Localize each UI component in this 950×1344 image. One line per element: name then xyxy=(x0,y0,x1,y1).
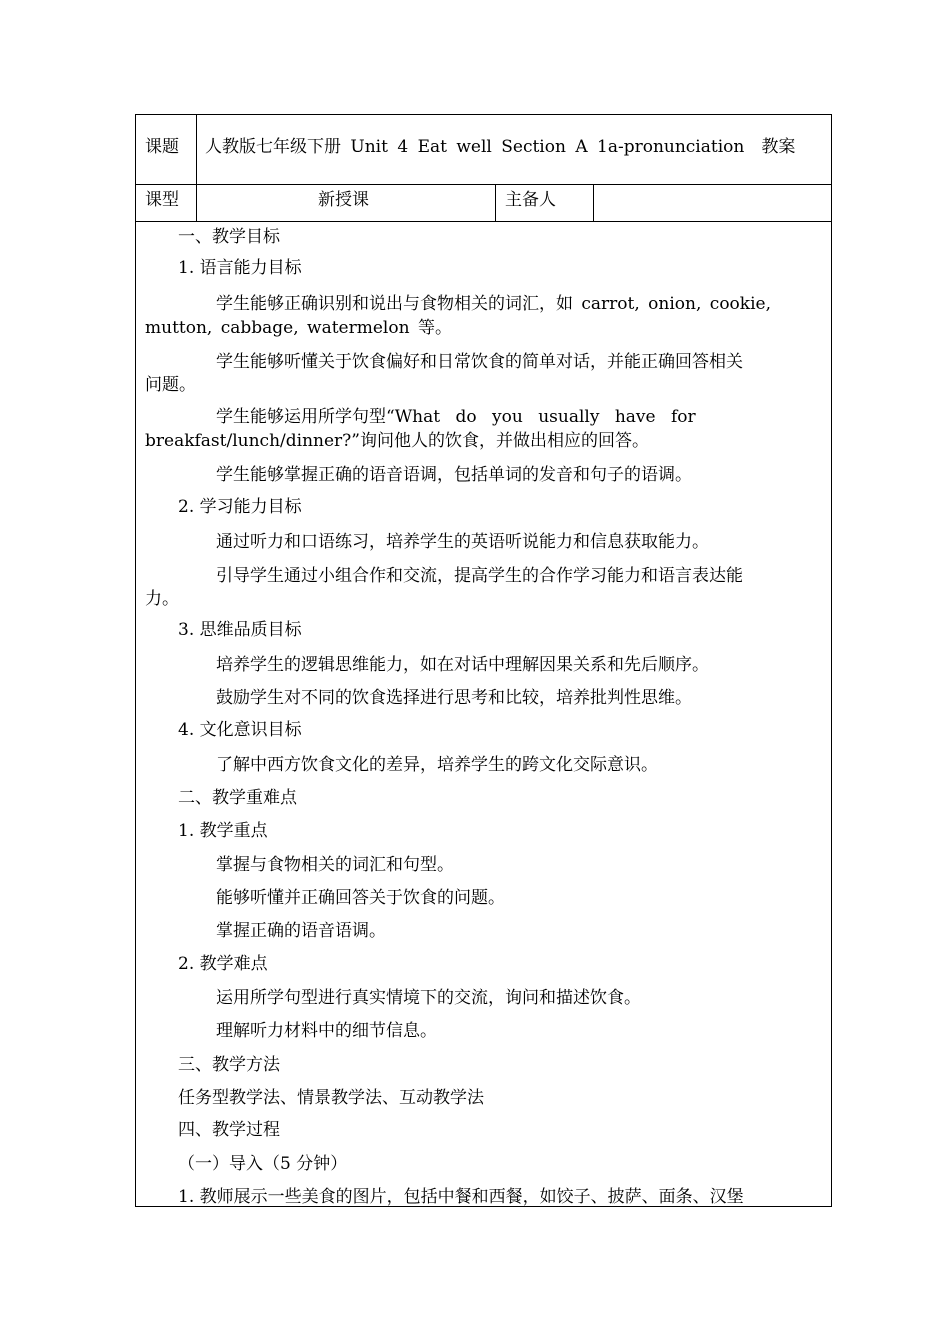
section-1-3-title: 3. 思维品质目标 xyxy=(178,620,302,640)
section-1-1-para-3a: 学生能够运用所学句型“What do you usually have for xyxy=(216,407,696,427)
section-2-1-para-1: 掌握与食物相关的词汇和句型。 xyxy=(216,855,454,875)
section-2-1-para-2: 能够听懂并正确回答关于饮食的问题。 xyxy=(216,888,505,908)
row-divider-1 xyxy=(135,184,832,185)
section-2-title: 二、教学重难点 xyxy=(178,788,297,808)
section-1-2-para-1: 通过听力和口语练习，培养学生的英语听说能力和信息获取能力。 xyxy=(216,532,709,552)
section-4-1-para-1: 1. 教师展示一些美食的图片，包括中餐和西餐，如饺子、披萨、面条、汉堡 xyxy=(178,1187,744,1207)
section-4-title: 四、教学过程 xyxy=(178,1120,280,1140)
section-1-4-title: 4. 文化意识目标 xyxy=(178,720,302,740)
section-3-title: 三、教学方法 xyxy=(178,1055,280,1075)
section-1-1-para-3b: breakfast/lunch/dinner?”询问他人的饮食，并做出相应的回答。 xyxy=(145,431,649,451)
row-divider-2 xyxy=(135,221,832,222)
section-1-2-para-2b: 力。 xyxy=(145,589,179,609)
preparer-label: 主备人 xyxy=(505,190,556,210)
section-1-title: 一、教学目标 xyxy=(178,227,280,247)
section-2-2-para-1: 运用所学句型进行真实情境下的交流，询问和描述饮食。 xyxy=(216,988,641,1008)
section-1-1-para-2b: 问题。 xyxy=(145,375,196,395)
section-2-1-title: 1. 教学重点 xyxy=(178,821,268,841)
section-4-1-title: （一）导入（5 分钟） xyxy=(178,1154,348,1174)
section-1-1-para-2a: 学生能够听懂关于饮食偏好和日常饮食的简单对话，并能正确回答相关 xyxy=(216,352,743,372)
topic-value: 人教版七年级下册 Unit 4 Eat well Section A 1a-pronunciation 教案 xyxy=(205,137,796,157)
section-1-3-para-1: 培养学生的逻辑思维能力，如在对话中理解因果关系和先后顺序。 xyxy=(216,655,709,675)
section-1-2-para-2a: 引导学生通过小组合作和交流，提高学生的合作学习能力和语言表达能 xyxy=(216,566,743,586)
section-1-1-title: 1. 语言能力目标 xyxy=(178,258,302,278)
section-2-2-para-2: 理解听力材料中的细节信息。 xyxy=(216,1021,437,1041)
section-2-2-title: 2. 教学难点 xyxy=(178,954,268,974)
section-1-4-para-1: 了解中西方饮食文化的差异，培养学生的跨文化交际意识。 xyxy=(216,755,658,775)
topic-label: 课题 xyxy=(145,137,179,157)
type-label: 课型 xyxy=(145,190,179,210)
section-3-para-1: 任务型教学法、情景教学法、互动教学法 xyxy=(178,1088,484,1108)
section-1-3-para-2: 鼓励学生对不同的饮食选择进行思考和比较，培养批判性思维。 xyxy=(216,688,692,708)
col-divider-preparer xyxy=(593,184,594,221)
section-1-2-title: 2. 学习能力目标 xyxy=(178,497,302,517)
section-1-1-para-1b: mutton, cabbage, watermelon 等。 xyxy=(145,318,452,338)
col-divider-type xyxy=(495,184,496,221)
section-1-1-para-1a: 学生能够正确识别和说出与食物相关的词汇，如 carrot, onion, cookie, xyxy=(216,294,771,314)
section-1-1-para-4: 学生能够掌握正确的语音语调，包括单词的发音和句子的语调。 xyxy=(216,465,692,485)
section-2-1-para-3: 掌握正确的语音语调。 xyxy=(216,921,386,941)
col-divider-label xyxy=(196,114,197,221)
type-value: 新授课 xyxy=(318,190,369,210)
